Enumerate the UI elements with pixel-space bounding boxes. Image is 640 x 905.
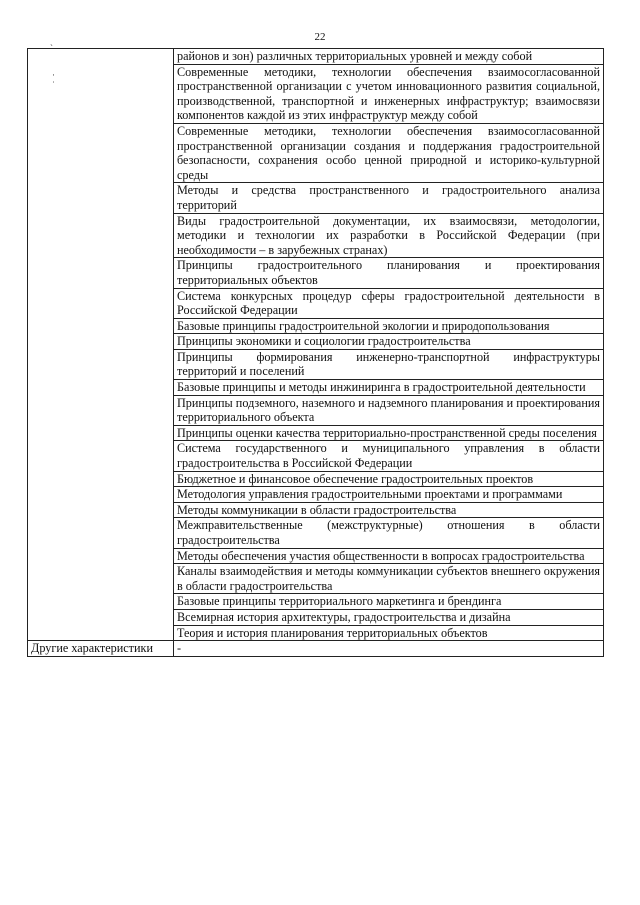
knowledge-item: Виды градостроительной документации, их взаимосвязи, методологии, методики и технологии их разработки в Российской Федерации (при необходимости – в зарубежных странах) [174, 213, 604, 258]
knowledge-item: Принципы оценки качества территориально-пространственной среды поселения [174, 425, 604, 441]
knowledge-item: Теория и история планирования территориальных объектов [174, 625, 604, 641]
scan-mark: ˎ [50, 36, 53, 46]
knowledge-item: Межправительственные (межструктурные) отношения в области градостроительства [174, 518, 604, 548]
page-number: 22 [314, 31, 326, 43]
knowledge-item: Система конкурсных процедур сферы градостроительной деятельности в Российской Федерации [174, 288, 604, 318]
knowledge-item: Бюджетное и финансовое обеспечение градостроительных проектов [174, 471, 604, 487]
knowledge-item: Принципы градостроительного планирования и проектирования территориальных объектов [174, 258, 604, 288]
knowledge-item: Принципы подземного, наземного и надземного планирования и проектирования территориального объекта [174, 395, 604, 425]
knowledge-table [27, 48, 604, 657]
table-row [28, 641, 604, 657]
knowledge-item: Базовые принципы градостроительной экологии и природопользования [174, 318, 604, 334]
knowledge-item: Каналы взаимодействия и методы коммуникации субъектов внешнего окружения в области градостроительства [174, 564, 604, 594]
table-row [28, 49, 604, 65]
knowledge-item: Современные методики, технологии обеспечения взаимосогласованной пространственной организации с учетом инновационного развития социальной, производственной, транспортной и инженерных инфраструктур; взаимосвязи компонентов каждой из этих инфраструктур между собой [174, 64, 604, 123]
knowledge-item: Принципы экономики и социологии градостроительства [174, 334, 604, 350]
scan-mark: ˙ [52, 80, 55, 90]
knowledge-item: Базовые принципы и методы инжиниринга в градостроительной деятельности [174, 380, 604, 396]
knowledge-item: Методы обеспечения участия общественности в вопросах градостроительства [174, 548, 604, 564]
knowledge-item: Современные методики, технологии обеспечения взаимосогласованной пространственной организации создания и поддержания градостроительной безопасности, сохранения особо ценной природной и историко-культурной среды [174, 123, 604, 182]
knowledge-item: районов и зон) различных территориальных уровней и между собой [174, 49, 604, 65]
knowledge-item: Методология управления градостроительными проектами и программами [174, 487, 604, 503]
scan-mark: · [52, 70, 55, 80]
knowledge-item: Методы и средства пространственного и градостроительного анализа территорий [174, 183, 604, 213]
section-label-cell [28, 49, 174, 641]
knowledge-item: Методы коммуникации в области градостроительства [174, 502, 604, 518]
knowledge-item: Система государственного и муниципального управления в области градостроительства в Российской Федерации [174, 441, 604, 471]
other-characteristics-value: - [174, 641, 604, 657]
knowledge-item: Всемирная история архитектуры, градостроительства и дизайна [174, 609, 604, 625]
knowledge-item: Базовые принципы территориального маркетинга и брендинга [174, 594, 604, 610]
other-characteristics-label: Другие характеристики [28, 641, 174, 657]
knowledge-item: Принципы формирования инженерно-транспортной инфраструктуры территорий и поселений [174, 349, 604, 379]
